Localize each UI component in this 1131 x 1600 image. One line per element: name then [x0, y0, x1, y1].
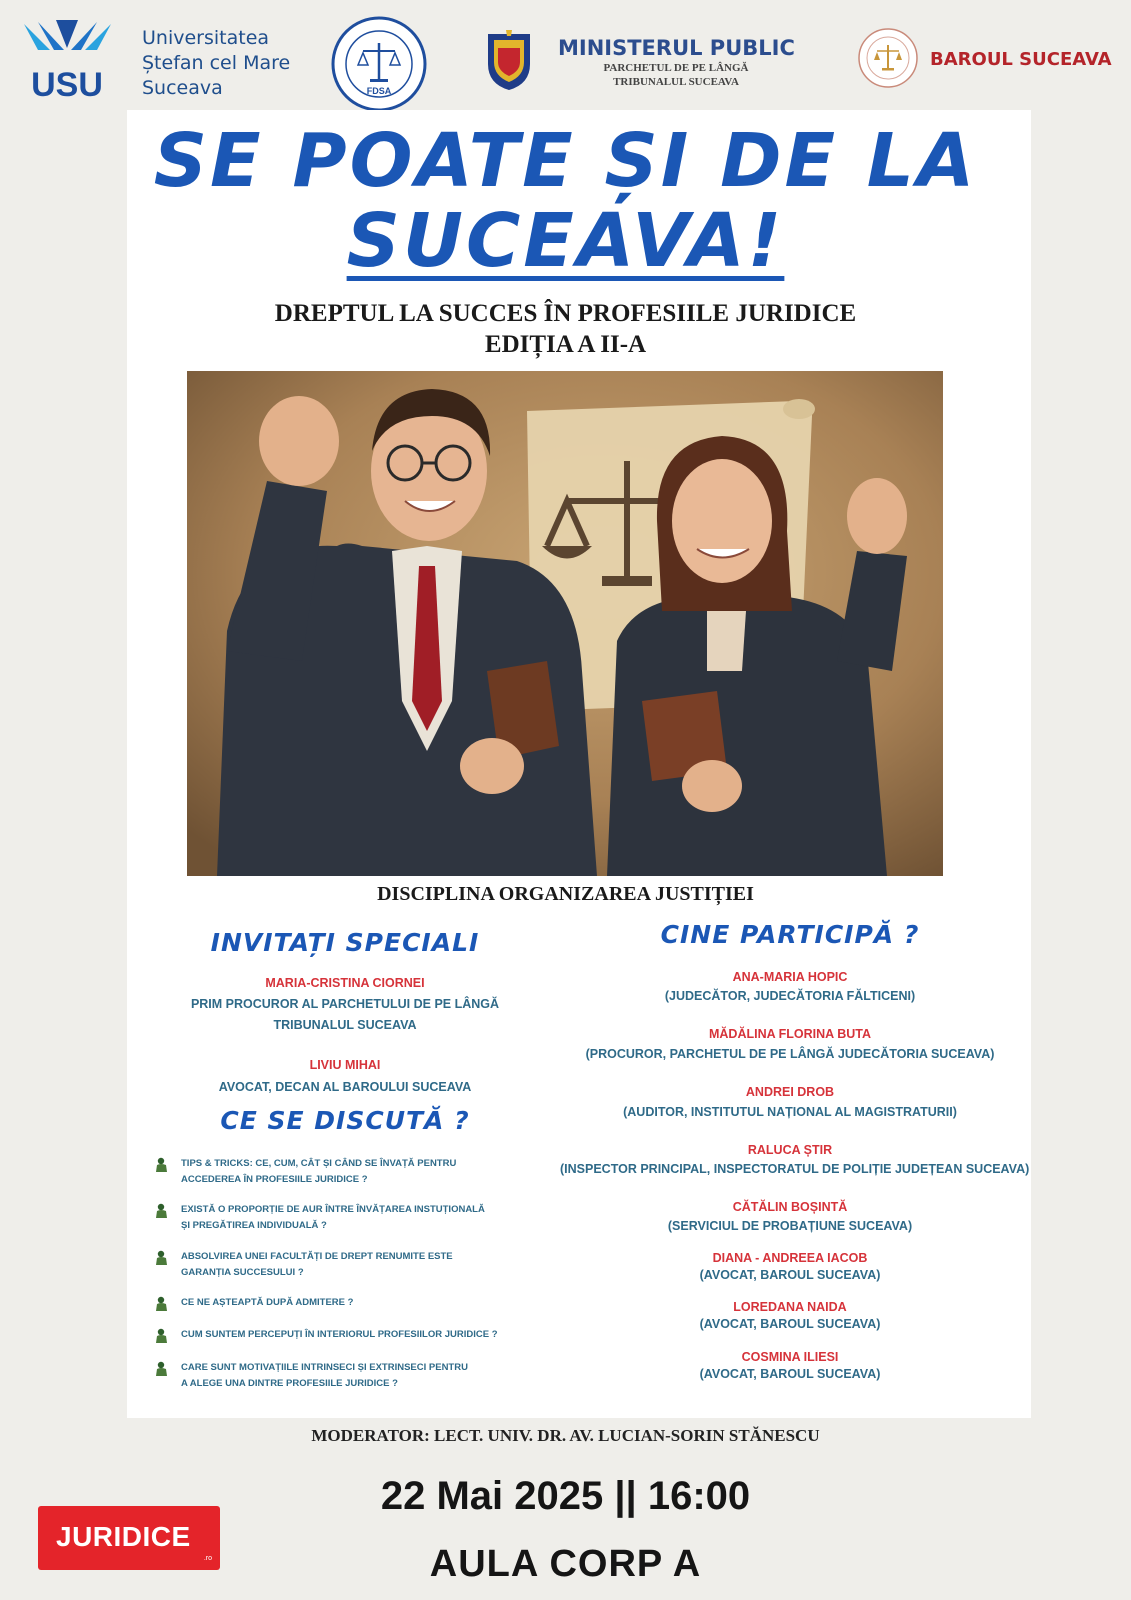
- participant-name: ANA-MARIA HOPIC: [732, 970, 848, 984]
- topic-text: [181, 1360, 468, 1392]
- participant-role: (AVOCAT, BAROUL SUCEAVA): [699, 1317, 881, 1331]
- participant-name: ANDREI DROB: [745, 1085, 835, 1099]
- speaker-figure-icon: [155, 1328, 168, 1343]
- topic-text: [181, 1295, 353, 1311]
- edition-label: EDIȚIA A II-A: [484, 331, 647, 358]
- speaker-figure-icon: [155, 1296, 168, 1311]
- topic-text-line: GARANȚIA SUCCESULUI ?: [181, 1267, 304, 1278]
- event-venue: AULA CORP A: [429, 1543, 702, 1585]
- discipline-label: DISCIPLINA ORGANIZAREA JUSTIȚIEI: [377, 883, 754, 905]
- list-item: [155, 1327, 515, 1345]
- university-name-line: Universitatea: [142, 27, 270, 49]
- participant-name: RALUCA ȘTIR: [747, 1143, 833, 1157]
- topic-text-line: CUM SUNTEM PERCEPUȚI ÎN INTERIORUL PROFESIILOR JURIDICE ?: [181, 1329, 498, 1340]
- barou-name: BAROUL SUCEAVA: [930, 49, 1112, 70]
- participant-role: (AUDITOR, INSTITUTUL NAȚIONAL AL MAGISTRATURII): [623, 1105, 957, 1119]
- list-item: [155, 1156, 515, 1190]
- participant-name: LOREDANA NAIDA: [733, 1300, 847, 1314]
- guest-name: LIVIU MIHAI: [309, 1058, 381, 1072]
- university-name: [142, 26, 290, 101]
- fdsa-seal: [330, 15, 428, 113]
- topic-text-line: EXISTĂ O PROPORȚIE DE AUR ÎNTRE ÎNVĂȚAREA INSTUȚIONALĂ: [181, 1204, 485, 1215]
- university-name-line: Ștefan cel Mare: [142, 52, 291, 74]
- headline-line-2: [0, 198, 1131, 284]
- topic-text: [181, 1327, 498, 1343]
- juridice-logo-suffix: .ro: [203, 1555, 212, 1562]
- participant-name: DIANA - ANDREEA IACOB: [712, 1251, 868, 1265]
- topic-text-line: ABSOLVIREA UNEI FACULTĂȚI DE DREPT RENUMITE ESTE: [181, 1251, 453, 1262]
- participant-role: (SERVICIUL DE PROBAȚIUNE SUCEAVA): [667, 1219, 913, 1233]
- topic-text: [181, 1202, 485, 1234]
- topics-heading: CE SE DISCUTĂ ?: [220, 1106, 470, 1135]
- guest-role: TRIBUNALUL SUCEAVA: [273, 1018, 417, 1032]
- list-item: [155, 1360, 515, 1394]
- speaker-figure-icon: [155, 1361, 168, 1376]
- guest-role: AVOCAT, DECAN AL BAROULUI SUCEAVA: [218, 1080, 472, 1094]
- topic-text-line: CARE SUNT MOTIVAȚIILE INTRINSECI ȘI EXTRINSECI PENTRU: [181, 1362, 468, 1373]
- participant-role: (AVOCAT, BAROUL SUCEAVA): [699, 1268, 881, 1282]
- ministry-subtitle: TRIBUNALUL SUCEAVA: [613, 76, 739, 88]
- usu-logo: [20, 20, 115, 100]
- topic-text-line: A ALEGE UNA DINTRE PROFESIILE JURIDICE ?: [181, 1378, 398, 1389]
- svg-text:FDSA: FDSA: [366, 86, 392, 96]
- headline-line-2-text: SUCEAVA!: [346, 198, 785, 284]
- speaker-figure-icon: [155, 1203, 168, 1218]
- ministry-title: MINISTERUL PUBLIC: [558, 36, 795, 60]
- participant-role: (PROCUROR, PARCHETUL DE PE LÂNGĂ JUDECĂTORIA SUCEAVA): [585, 1047, 995, 1061]
- list-item: [155, 1249, 515, 1283]
- lawyers-illustration: [187, 371, 943, 876]
- event-date-time: 22 Mai 2025 || 16:00: [380, 1474, 751, 1518]
- list-item: [155, 1295, 515, 1313]
- ministry-subtitle: PARCHETUL DE PE LÂNGĂ: [603, 62, 749, 74]
- guest-name: MARIA-CRISTINA CIORNEI: [265, 976, 425, 990]
- participant-name: MĂDĂLINA FLORINA BUTA: [708, 1027, 871, 1041]
- svg-text:USU: USU: [31, 66, 103, 100]
- participant-name: CĂTĂLIN BOȘINTĂ: [732, 1200, 848, 1214]
- topic-text-line: ȘI PREGĂTIREA INDIVIDUALĂ ?: [181, 1220, 327, 1231]
- topic-text-line: ACCEDEREA ÎN PROFESIILE JURIDICE ?: [181, 1174, 368, 1185]
- event-subtitle: DREPTUL LA SUCCES ÎN PROFESIILE JURIDICE: [274, 300, 857, 327]
- topic-text: [181, 1249, 453, 1281]
- topic-text: [181, 1156, 456, 1188]
- speaker-figure-icon: [155, 1157, 168, 1172]
- guests-heading: INVITAȚI SPECIALI: [210, 928, 480, 957]
- participant-role: (AVOCAT, BAROUL SUCEAVA): [699, 1367, 881, 1381]
- barou-seal: [857, 27, 919, 89]
- moderator-line: MODERATOR: LECT. UNIV. DR. AV. LUCIAN-SORIN STĂNESCU: [311, 1426, 820, 1445]
- guest-role: PRIM PROCUROR AL PARCHETULUI DE PE LÂNGĂ: [190, 997, 500, 1011]
- speaker-figure-icon: [155, 1250, 168, 1265]
- list-item: [155, 1202, 515, 1236]
- participant-role: (JUDECĂTOR, JUDECĂTORIA FĂLTICENI): [664, 989, 916, 1003]
- romania-coat-of-arms: [484, 28, 534, 92]
- headline-line-1: SE POATE ȘI DE LA: [153, 118, 978, 204]
- topic-text-line: CE NE AȘTEAPTĂ DUPĂ ADMITERE ?: [181, 1297, 354, 1308]
- participant-name: COSMINA ILIESI: [741, 1350, 839, 1364]
- participants-heading: CINE PARTICIPĂ ?: [660, 920, 920, 949]
- university-name-line: Suceava: [142, 77, 223, 99]
- participant-role: (INSPECTOR PRINCIPAL, INSPECTORATUL DE POLIȚIE JUDEȚEAN SUCEAVA): [560, 1162, 1030, 1176]
- juridice-logo-text: JURIDICE: [56, 1521, 191, 1552]
- topic-text-line: TIPS & TRICKS: CE, CUM, CÂT ȘI CÂND SE ÎNVAȚĂ PENTRU: [181, 1158, 457, 1169]
